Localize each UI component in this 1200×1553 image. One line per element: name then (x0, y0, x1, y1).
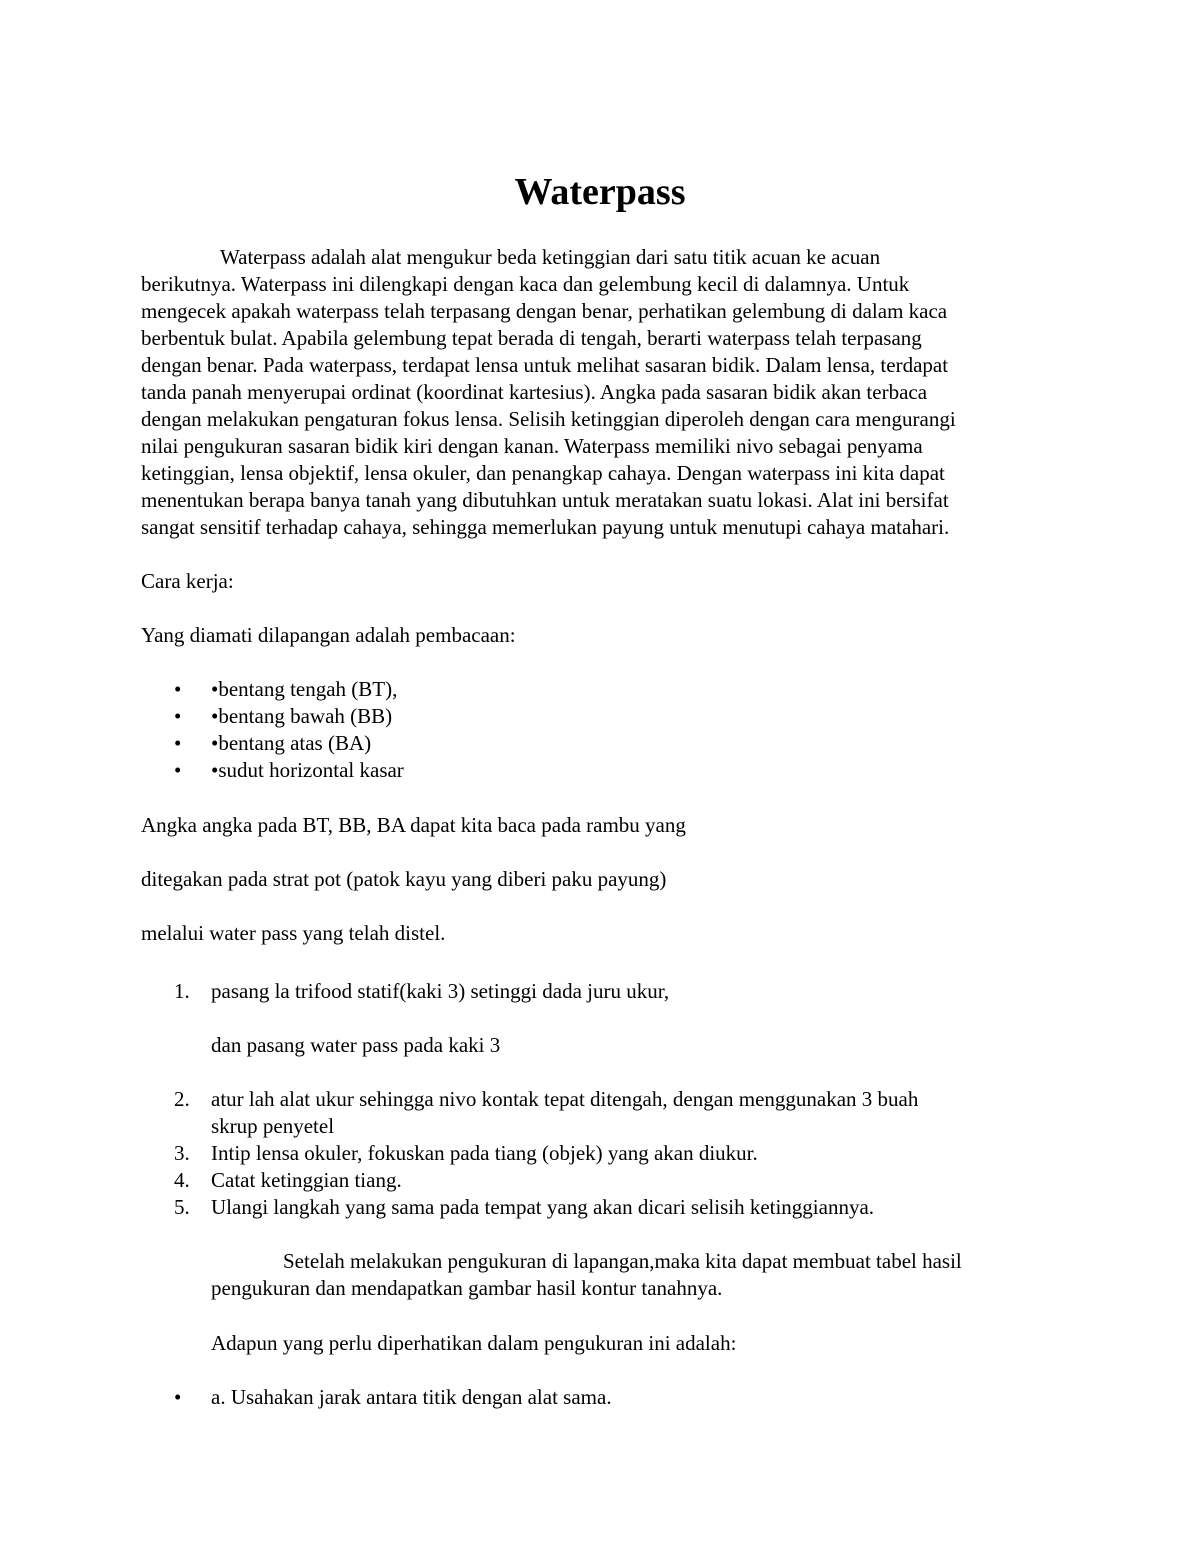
list-item (141, 757, 404, 784)
bullet-icon: • (174, 731, 182, 755)
document-title: Waterpass (514, 171, 686, 213)
step-text: atur lah alat ukur sehingga nivo kontak tepat ditengah, dengan menggunakan 3 buah (211, 1087, 919, 1111)
step-text: pasang la trifood statif(kaki 3) setinggi dada juru ukur, (211, 979, 670, 1003)
bullet-icon: • (174, 1385, 182, 1409)
paragraph-line: pengukuran dan mendapatkan gambar hasil kontur tanahnya. (211, 1276, 723, 1300)
setelah-paragraph (211, 1248, 962, 1302)
step-text: dan pasang water pass pada kaki 3 (211, 1033, 501, 1057)
intro-line: sangat sensitif terhadap cahaya, sehingga memerlukan payung untuk menutupi cahaya matahari. (141, 515, 950, 539)
steps-list (141, 978, 918, 1221)
list-item-text: a. Usahakan jarak antara titik dengan alat sama. (211, 1385, 612, 1409)
paragraph-line: Setelah melakukan pengukuran di lapangan,maka kita dapat membuat tabel hasil (283, 1249, 962, 1273)
list-item-text: •bentang tengah (BT), (211, 677, 398, 701)
step-text: Intip lensa okuler, fokuskan pada tiang (objek) yang akan diukur. (211, 1141, 758, 1165)
intro-line: tanda panah menyerupai ordinat (koordinat kartesius). Angka pada sasaran bidik akan terbaca (141, 380, 928, 404)
list-item-text: •sudut horizontal kasar (211, 758, 404, 782)
paragraph-line: Angka angka pada BT, BB, BA dapat kita baca pada rambu yang (141, 813, 686, 837)
step-number: 1. (174, 979, 190, 1003)
paragraph-line: ditegakan pada strat pot (patok kayu yang diberi paku payung) (141, 867, 667, 891)
step-number: 5. (174, 1195, 190, 1219)
intro-line: Waterpass adalah alat mengukur beda ketinggian dari satu titik acuan ke acuan (220, 245, 881, 269)
notes-list (141, 1384, 612, 1411)
step-text: Ulangi langkah yang sama pada tempat yang akan dicari selisih ketinggiannya. (211, 1195, 875, 1219)
step-number: 2. (174, 1087, 190, 1111)
step-continuation (141, 1032, 918, 1059)
intro-line: dengan melakukan pengaturan fokus lensa. Selisih ketinggian diperoleh dengan cara mengurangi (141, 407, 956, 431)
list-item (141, 676, 404, 703)
intro-line: menentukan berapa banya tanah yang dibutuhkan untuk meratakan suatu lokasi. Alat ini bersifat (141, 488, 949, 512)
paragraph-line: melalui water pass yang telah distel. (141, 921, 446, 945)
step-item (141, 978, 918, 1005)
bullet-icon: • (174, 677, 182, 701)
bullet-icon: • (174, 704, 182, 728)
step-continuation (141, 1113, 918, 1140)
readings-list (141, 676, 404, 784)
step-text: Catat ketinggian tiang. (211, 1168, 402, 1192)
intro-line: dengan benar. Pada waterpass, terdapat lensa untuk melihat sasaran bidik. Dalam lensa, terdapat (141, 353, 949, 377)
intro-line: ketinggian, lensa objektif, lensa okuler, dan penangkap cahaya. Dengan waterpass ini kita dapat (141, 461, 945, 485)
step-number: 3. (174, 1141, 190, 1165)
bullet-icon: • (174, 758, 182, 782)
intro-line: mengecek apakah waterpass telah terpasang dengan benar, perhatikan gelembung di dalam kaca (141, 299, 948, 323)
intro-paragraph (141, 244, 956, 541)
observed-intro: Yang diamati dilapangan adalah pembacaan: (141, 623, 516, 647)
intro-line: berikutnya. Waterpass ini dilengkapi dengan kaca dan gelembung kecil di dalamnya. Untuk (141, 272, 910, 296)
adapun-line: Adapun yang perlu diperhatikan dalam pengukuran ini adalah: (211, 1331, 737, 1355)
step-text: skrup penyetel (211, 1114, 335, 1138)
list-item (141, 703, 404, 730)
cara-kerja-heading: Cara kerja: (141, 569, 234, 593)
step-item (141, 1167, 918, 1194)
intro-line: nilai pengukuran sasaran bidik kiri dengan kanan. Waterpass memiliki nivo sebagai penyama (141, 434, 923, 458)
step-item (141, 1194, 918, 1221)
list-item-text: •bentang bawah (BB) (211, 704, 393, 728)
step-item (141, 1140, 918, 1167)
step-number: 4. (174, 1168, 190, 1192)
step-item (141, 1086, 918, 1113)
list-item-text: •bentang atas (BA) (211, 731, 372, 755)
intro-line: berbentuk bulat. Apabila gelembung tepat berada di tengah, berarti waterpass telah terpasang (141, 326, 922, 350)
list-item (141, 730, 404, 757)
list-item (141, 1384, 612, 1411)
